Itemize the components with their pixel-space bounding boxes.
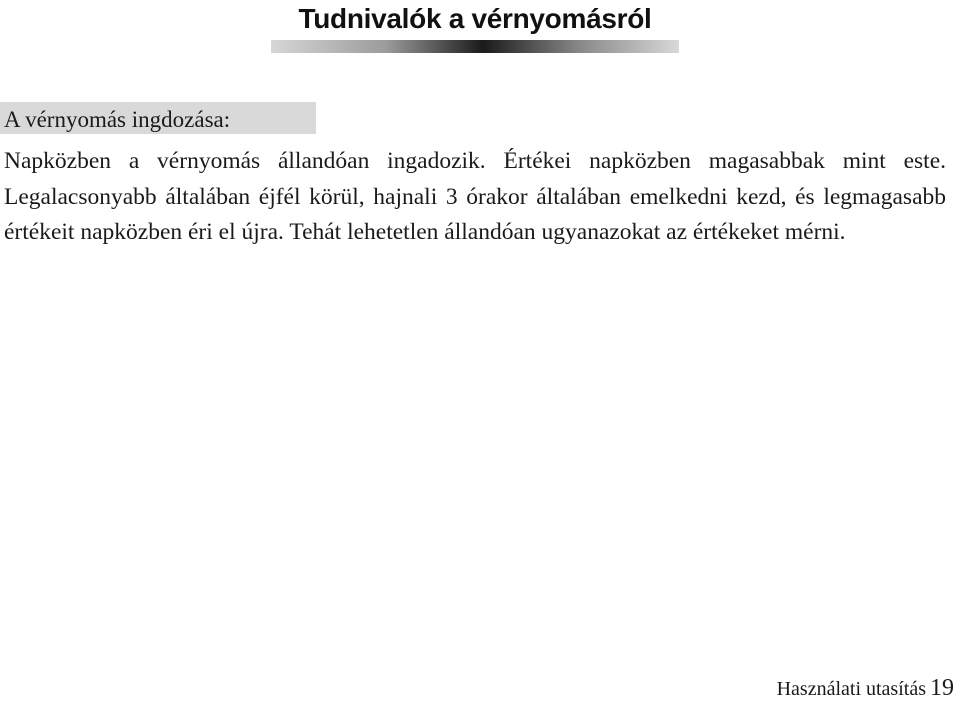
page-number: 19 (930, 675, 954, 701)
page-title: Tudnivalók a vérnyomásról (298, 3, 652, 34)
body-paragraph: Napközben a vérnyomás állandóan ingadozik. Értékei napközben magasabbak mint este. Legalacsonyabb általában éjfél körül, hajnali 3 órakor általában emelkedni kezd, és legmagasabb értékeit napközben éri el újra. Tehát lehetetlen állandóan ugyanazokat az értékeket mérni. (4, 148, 946, 245)
page-footer (777, 674, 954, 703)
footer-label: Használati utasítás (776, 678, 926, 700)
title-gradient-underline (271, 40, 679, 53)
section-heading: A vérnyomás ingdozása: (0, 102, 316, 134)
